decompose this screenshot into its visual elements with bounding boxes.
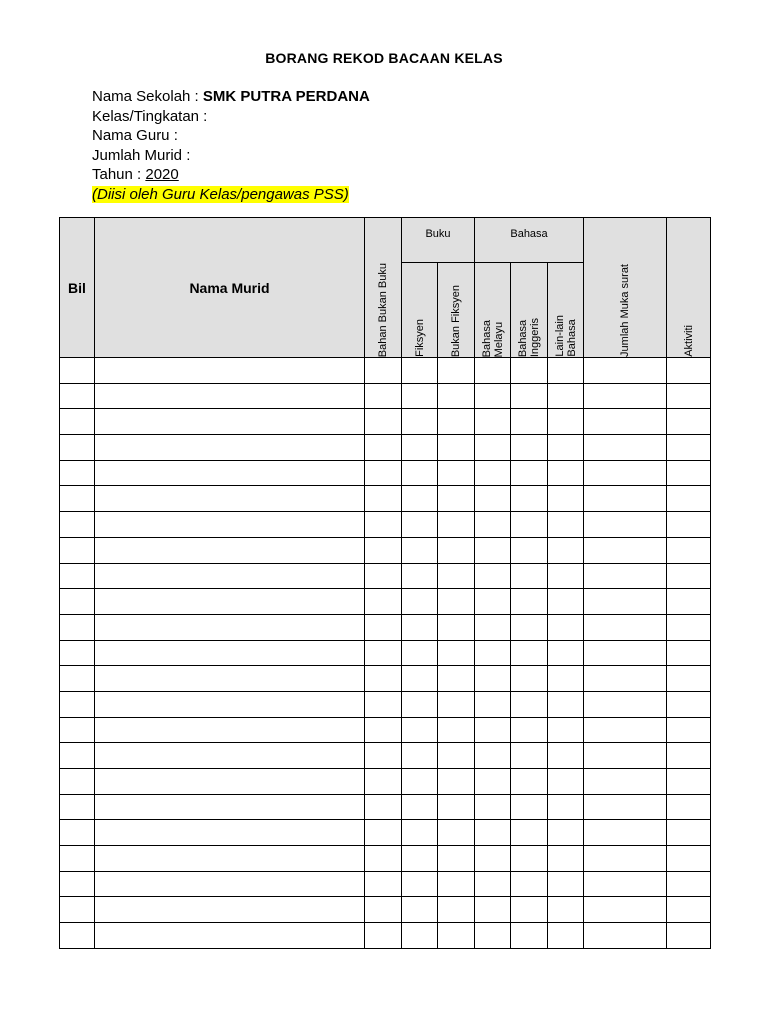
cell-fiction[interactable] xyxy=(402,563,438,589)
table-row xyxy=(60,383,711,409)
cell-non-book[interactable] xyxy=(365,460,402,486)
cell-malay[interactable] xyxy=(475,923,511,949)
cell-bil[interactable] xyxy=(60,537,95,563)
cell-pages[interactable] xyxy=(584,589,667,615)
table-row xyxy=(60,589,711,615)
fill-note: (Diisi oleh Guru Kelas/pengawas PSS) xyxy=(92,185,349,203)
cell-english[interactable] xyxy=(511,460,548,486)
cell-name[interactable] xyxy=(95,923,365,949)
cell-name[interactable] xyxy=(95,460,365,486)
table-row xyxy=(60,614,711,640)
cell-malay[interactable] xyxy=(475,383,511,409)
cell-name[interactable] xyxy=(95,743,365,769)
cell-name[interactable] xyxy=(95,358,365,384)
col-bil-header: Bil xyxy=(60,218,95,358)
cell-non-fiction[interactable] xyxy=(438,614,475,640)
cell-non-fiction[interactable] xyxy=(438,769,475,795)
cell-pages[interactable] xyxy=(584,897,667,923)
cell-non-fiction[interactable] xyxy=(438,486,475,512)
cell-fiction[interactable] xyxy=(402,640,438,666)
cell-fiction[interactable] xyxy=(402,486,438,512)
cell-other-lang[interactable] xyxy=(548,794,584,820)
cell-activity[interactable] xyxy=(667,820,711,846)
cell-bil[interactable] xyxy=(60,563,95,589)
cell-bil[interactable] xyxy=(60,409,95,435)
cell-activity[interactable] xyxy=(667,435,711,461)
cell-bil[interactable] xyxy=(60,923,95,949)
cell-activity[interactable] xyxy=(667,846,711,872)
cell-non-book[interactable] xyxy=(365,358,402,384)
table-body xyxy=(60,358,711,949)
cell-pages[interactable] xyxy=(584,614,667,640)
cell-activity[interactable] xyxy=(667,563,711,589)
cell-english[interactable] xyxy=(511,358,548,384)
cell-malay[interactable] xyxy=(475,537,511,563)
cell-fiction[interactable] xyxy=(402,589,438,615)
table-row xyxy=(60,512,711,538)
cell-name[interactable] xyxy=(95,691,365,717)
table-row xyxy=(60,846,711,872)
cell-non-fiction[interactable] xyxy=(438,846,475,872)
group-book-header: Buku xyxy=(402,218,475,263)
cell-name[interactable] xyxy=(95,486,365,512)
cell-bil[interactable] xyxy=(60,820,95,846)
cell-english[interactable] xyxy=(511,717,548,743)
table-row xyxy=(60,794,711,820)
cell-malay[interactable] xyxy=(475,486,511,512)
cell-non-fiction[interactable] xyxy=(438,563,475,589)
cell-non-book[interactable] xyxy=(365,640,402,666)
cell-other-lang[interactable] xyxy=(548,460,584,486)
cell-english[interactable] xyxy=(511,589,548,615)
cell-activity[interactable] xyxy=(667,794,711,820)
cell-english[interactable] xyxy=(511,614,548,640)
cell-malay[interactable] xyxy=(475,435,511,461)
table-row xyxy=(60,691,711,717)
cell-non-fiction[interactable] xyxy=(438,537,475,563)
cell-english[interactable] xyxy=(511,846,548,872)
cell-non-fiction[interactable] xyxy=(438,871,475,897)
cell-other-lang[interactable] xyxy=(548,486,584,512)
cell-pages[interactable] xyxy=(584,666,667,692)
cell-non-book[interactable] xyxy=(365,666,402,692)
cell-malay[interactable] xyxy=(475,743,511,769)
cell-activity[interactable] xyxy=(667,614,711,640)
cell-other-lang[interactable] xyxy=(548,537,584,563)
cell-activity[interactable] xyxy=(667,512,711,538)
cell-name[interactable] xyxy=(95,537,365,563)
cell-non-book[interactable] xyxy=(365,563,402,589)
cell-non-fiction[interactable] xyxy=(438,460,475,486)
cell-non-book[interactable] xyxy=(365,409,402,435)
cell-malay[interactable] xyxy=(475,666,511,692)
cell-other-lang[interactable] xyxy=(548,923,584,949)
cell-english[interactable] xyxy=(511,435,548,461)
cell-fiction[interactable] xyxy=(402,846,438,872)
cell-pages[interactable] xyxy=(584,460,667,486)
cell-name[interactable] xyxy=(95,640,365,666)
cell-non-book[interactable] xyxy=(365,435,402,461)
cell-english[interactable] xyxy=(511,923,548,949)
cell-english[interactable] xyxy=(511,820,548,846)
cell-name[interactable] xyxy=(95,512,365,538)
cell-other-lang[interactable] xyxy=(548,512,584,538)
cell-bil[interactable] xyxy=(60,614,95,640)
cell-bil[interactable] xyxy=(60,691,95,717)
cell-pages[interactable] xyxy=(584,717,667,743)
cell-english[interactable] xyxy=(511,794,548,820)
cell-fiction[interactable] xyxy=(402,820,438,846)
cell-name[interactable] xyxy=(95,563,365,589)
cell-name[interactable] xyxy=(95,666,365,692)
cell-non-book[interactable] xyxy=(365,769,402,795)
cell-malay[interactable] xyxy=(475,717,511,743)
cell-other-lang[interactable] xyxy=(548,409,584,435)
cell-other-lang[interactable] xyxy=(548,383,584,409)
students-label: Jumlah Murid : xyxy=(92,146,191,164)
cell-non-book[interactable] xyxy=(365,383,402,409)
cell-english[interactable] xyxy=(511,871,548,897)
table-row xyxy=(60,537,711,563)
col-malay-header: Bahasa Melayu xyxy=(475,263,511,358)
cell-pages[interactable] xyxy=(584,923,667,949)
cell-non-fiction[interactable] xyxy=(438,435,475,461)
cell-other-lang[interactable] xyxy=(548,743,584,769)
cell-bil[interactable] xyxy=(60,460,95,486)
cell-fiction[interactable] xyxy=(402,923,438,949)
form-info xyxy=(92,87,370,204)
col-other-lang-header: Lain-lain Bahasa xyxy=(548,263,584,358)
cell-pages[interactable] xyxy=(584,640,667,666)
cell-activity[interactable] xyxy=(667,589,711,615)
cell-bil[interactable] xyxy=(60,871,95,897)
cell-non-book[interactable] xyxy=(365,871,402,897)
cell-non-book[interactable] xyxy=(365,794,402,820)
cell-bil[interactable] xyxy=(60,512,95,538)
cell-name[interactable] xyxy=(95,717,365,743)
cell-fiction[interactable] xyxy=(402,666,438,692)
cell-other-lang[interactable] xyxy=(548,820,584,846)
cell-malay[interactable] xyxy=(475,460,511,486)
table-row xyxy=(60,769,711,795)
cell-non-fiction[interactable] xyxy=(438,820,475,846)
cell-bil[interactable] xyxy=(60,794,95,820)
cell-fiction[interactable] xyxy=(402,614,438,640)
cell-pages[interactable] xyxy=(584,409,667,435)
cell-english[interactable] xyxy=(511,383,548,409)
cell-non-fiction[interactable] xyxy=(438,717,475,743)
cell-other-lang[interactable] xyxy=(548,769,584,795)
table-row xyxy=(60,820,711,846)
school-line xyxy=(92,87,370,107)
cell-bil[interactable] xyxy=(60,743,95,769)
cell-pages[interactable] xyxy=(584,794,667,820)
cell-pages[interactable] xyxy=(584,743,667,769)
cell-english[interactable] xyxy=(511,512,548,538)
cell-non-book[interactable] xyxy=(365,897,402,923)
cell-english[interactable] xyxy=(511,666,548,692)
cell-non-book[interactable] xyxy=(365,589,402,615)
cell-english[interactable] xyxy=(511,691,548,717)
cell-bil[interactable] xyxy=(60,846,95,872)
col-fiction-header: Fiksyen xyxy=(402,263,438,358)
cell-non-fiction[interactable] xyxy=(438,923,475,949)
col-non-fiction-header: Bukan Fiksyen xyxy=(438,263,475,358)
cell-other-lang[interactable] xyxy=(548,717,584,743)
cell-activity[interactable] xyxy=(667,383,711,409)
cell-other-lang[interactable] xyxy=(548,691,584,717)
cell-name[interactable] xyxy=(95,871,365,897)
table-row xyxy=(60,358,711,384)
cell-fiction[interactable] xyxy=(402,769,438,795)
cell-fiction[interactable] xyxy=(402,897,438,923)
col-non-book-header: Bahan Bukan Buku xyxy=(365,218,402,358)
cell-bil[interactable] xyxy=(60,358,95,384)
cell-other-lang[interactable] xyxy=(548,897,584,923)
cell-bil[interactable] xyxy=(60,383,95,409)
cell-malay[interactable] xyxy=(475,563,511,589)
cell-english[interactable] xyxy=(511,409,548,435)
cell-name[interactable] xyxy=(95,614,365,640)
year-value: 2020 xyxy=(145,166,179,183)
table-row xyxy=(60,717,711,743)
cell-pages[interactable] xyxy=(584,691,667,717)
cell-non-book[interactable] xyxy=(365,512,402,538)
cell-malay[interactable] xyxy=(475,820,511,846)
cell-non-book[interactable] xyxy=(365,691,402,717)
cell-malay[interactable] xyxy=(475,846,511,872)
cell-fiction[interactable] xyxy=(402,409,438,435)
cell-other-lang[interactable] xyxy=(548,589,584,615)
cell-name[interactable] xyxy=(95,409,365,435)
table-row xyxy=(60,460,711,486)
cell-english[interactable] xyxy=(511,897,548,923)
cell-non-book[interactable] xyxy=(365,717,402,743)
table-row xyxy=(60,923,711,949)
cell-fiction[interactable] xyxy=(402,871,438,897)
form-title: BORANG REKOD BACAAN KELAS xyxy=(265,50,503,66)
col-activity-header: Aktiviti xyxy=(667,218,711,358)
col-name-header: Nama Murid xyxy=(95,218,365,358)
col-pages-header: Jumlah Muka surat xyxy=(584,218,667,358)
cell-english[interactable] xyxy=(511,563,548,589)
cell-fiction[interactable] xyxy=(402,717,438,743)
cell-non-fiction[interactable] xyxy=(438,794,475,820)
cell-name[interactable] xyxy=(95,820,365,846)
cell-pages[interactable] xyxy=(584,537,667,563)
col-english-header: Bahasa Inggeris xyxy=(511,263,548,358)
cell-activity[interactable] xyxy=(667,358,711,384)
cell-non-fiction[interactable] xyxy=(438,589,475,615)
cell-other-lang[interactable] xyxy=(548,358,584,384)
cell-activity[interactable] xyxy=(667,769,711,795)
cell-activity[interactable] xyxy=(667,923,711,949)
cell-non-fiction[interactable] xyxy=(438,640,475,666)
school-value: SMK PUTRA PERDANA xyxy=(202,88,370,105)
cell-activity[interactable] xyxy=(667,666,711,692)
cell-malay[interactable] xyxy=(475,512,511,538)
cell-name[interactable] xyxy=(95,435,365,461)
cell-fiction[interactable] xyxy=(402,537,438,563)
cell-other-lang[interactable] xyxy=(548,614,584,640)
cell-pages[interactable] xyxy=(584,358,667,384)
cell-activity[interactable] xyxy=(667,537,711,563)
table-row xyxy=(60,871,711,897)
cell-non-fiction[interactable] xyxy=(438,383,475,409)
cell-malay[interactable] xyxy=(475,871,511,897)
cell-non-fiction[interactable] xyxy=(438,743,475,769)
cell-english[interactable] xyxy=(511,486,548,512)
cell-pages[interactable] xyxy=(584,820,667,846)
class-label: Kelas/Tingkatan : xyxy=(92,107,208,125)
cell-non-book[interactable] xyxy=(365,486,402,512)
cell-malay[interactable] xyxy=(475,897,511,923)
cell-other-lang[interactable] xyxy=(548,435,584,461)
cell-non-book[interactable] xyxy=(365,614,402,640)
cell-fiction[interactable] xyxy=(402,743,438,769)
table-row xyxy=(60,897,711,923)
cell-other-lang[interactable] xyxy=(548,846,584,872)
cell-malay[interactable] xyxy=(475,409,511,435)
table-row xyxy=(60,666,711,692)
cell-name[interactable] xyxy=(95,769,365,795)
cell-name[interactable] xyxy=(95,589,365,615)
cell-activity[interactable] xyxy=(667,460,711,486)
cell-fiction[interactable] xyxy=(402,512,438,538)
year-label: Tahun : xyxy=(92,166,146,183)
cell-non-book[interactable] xyxy=(365,923,402,949)
cell-malay[interactable] xyxy=(475,691,511,717)
table-row xyxy=(60,640,711,666)
cell-name[interactable] xyxy=(95,846,365,872)
reading-record-table xyxy=(59,217,711,949)
teacher-label: Nama Guru : xyxy=(92,127,178,144)
cell-fiction[interactable] xyxy=(402,794,438,820)
school-label: Nama Sekolah : xyxy=(92,88,203,105)
cell-bil[interactable] xyxy=(60,897,95,923)
cell-malay[interactable] xyxy=(475,640,511,666)
year-line xyxy=(92,165,370,185)
cell-name[interactable] xyxy=(95,897,365,923)
cell-non-fiction[interactable] xyxy=(438,666,475,692)
cell-bil[interactable] xyxy=(60,717,95,743)
cell-non-fiction[interactable] xyxy=(438,691,475,717)
cell-non-book[interactable] xyxy=(365,820,402,846)
cell-bil[interactable] xyxy=(60,589,95,615)
group-language-header: Bahasa xyxy=(475,218,584,263)
cell-bil[interactable] xyxy=(60,435,95,461)
cell-other-lang[interactable] xyxy=(548,563,584,589)
cell-pages[interactable] xyxy=(584,563,667,589)
cell-activity[interactable] xyxy=(667,691,711,717)
cell-pages[interactable] xyxy=(584,383,667,409)
cell-bil[interactable] xyxy=(60,486,95,512)
cell-english[interactable] xyxy=(511,640,548,666)
cell-activity[interactable] xyxy=(667,897,711,923)
cell-activity[interactable] xyxy=(667,871,711,897)
cell-bil[interactable] xyxy=(60,666,95,692)
cell-fiction[interactable] xyxy=(402,460,438,486)
cell-fiction[interactable] xyxy=(402,383,438,409)
cell-pages[interactable] xyxy=(584,769,667,795)
cell-pages[interactable] xyxy=(584,846,667,872)
cell-non-fiction[interactable] xyxy=(438,512,475,538)
cell-bil[interactable] xyxy=(60,769,95,795)
table-row xyxy=(60,743,711,769)
cell-pages[interactable] xyxy=(584,486,667,512)
cell-activity[interactable] xyxy=(667,743,711,769)
table-row xyxy=(60,486,711,512)
cell-other-lang[interactable] xyxy=(548,871,584,897)
cell-fiction[interactable] xyxy=(402,691,438,717)
cell-activity[interactable] xyxy=(667,640,711,666)
cell-non-fiction[interactable] xyxy=(438,358,475,384)
cell-pages[interactable] xyxy=(584,435,667,461)
cell-bil[interactable] xyxy=(60,640,95,666)
cell-fiction[interactable] xyxy=(402,358,438,384)
cell-other-lang[interactable] xyxy=(548,640,584,666)
table-row xyxy=(60,435,711,461)
cell-malay[interactable] xyxy=(475,358,511,384)
cell-fiction[interactable] xyxy=(402,435,438,461)
cell-activity[interactable] xyxy=(667,486,711,512)
cell-english[interactable] xyxy=(511,743,548,769)
cell-malay[interactable] xyxy=(475,794,511,820)
cell-pages[interactable] xyxy=(584,512,667,538)
cell-non-fiction[interactable] xyxy=(438,897,475,923)
table-row xyxy=(60,409,711,435)
cell-malay[interactable] xyxy=(475,589,511,615)
cell-english[interactable] xyxy=(511,769,548,795)
cell-malay[interactable] xyxy=(475,769,511,795)
cell-non-book[interactable] xyxy=(365,537,402,563)
cell-malay[interactable] xyxy=(475,614,511,640)
cell-non-fiction[interactable] xyxy=(438,409,475,435)
cell-other-lang[interactable] xyxy=(548,666,584,692)
table-row xyxy=(60,563,711,589)
cell-non-book[interactable] xyxy=(365,743,402,769)
cell-name[interactable] xyxy=(95,794,365,820)
cell-english[interactable] xyxy=(511,537,548,563)
cell-activity[interactable] xyxy=(667,717,711,743)
cell-name[interactable] xyxy=(95,383,365,409)
cell-non-book[interactable] xyxy=(365,846,402,872)
cell-pages[interactable] xyxy=(584,871,667,897)
cell-activity[interactable] xyxy=(667,409,711,435)
